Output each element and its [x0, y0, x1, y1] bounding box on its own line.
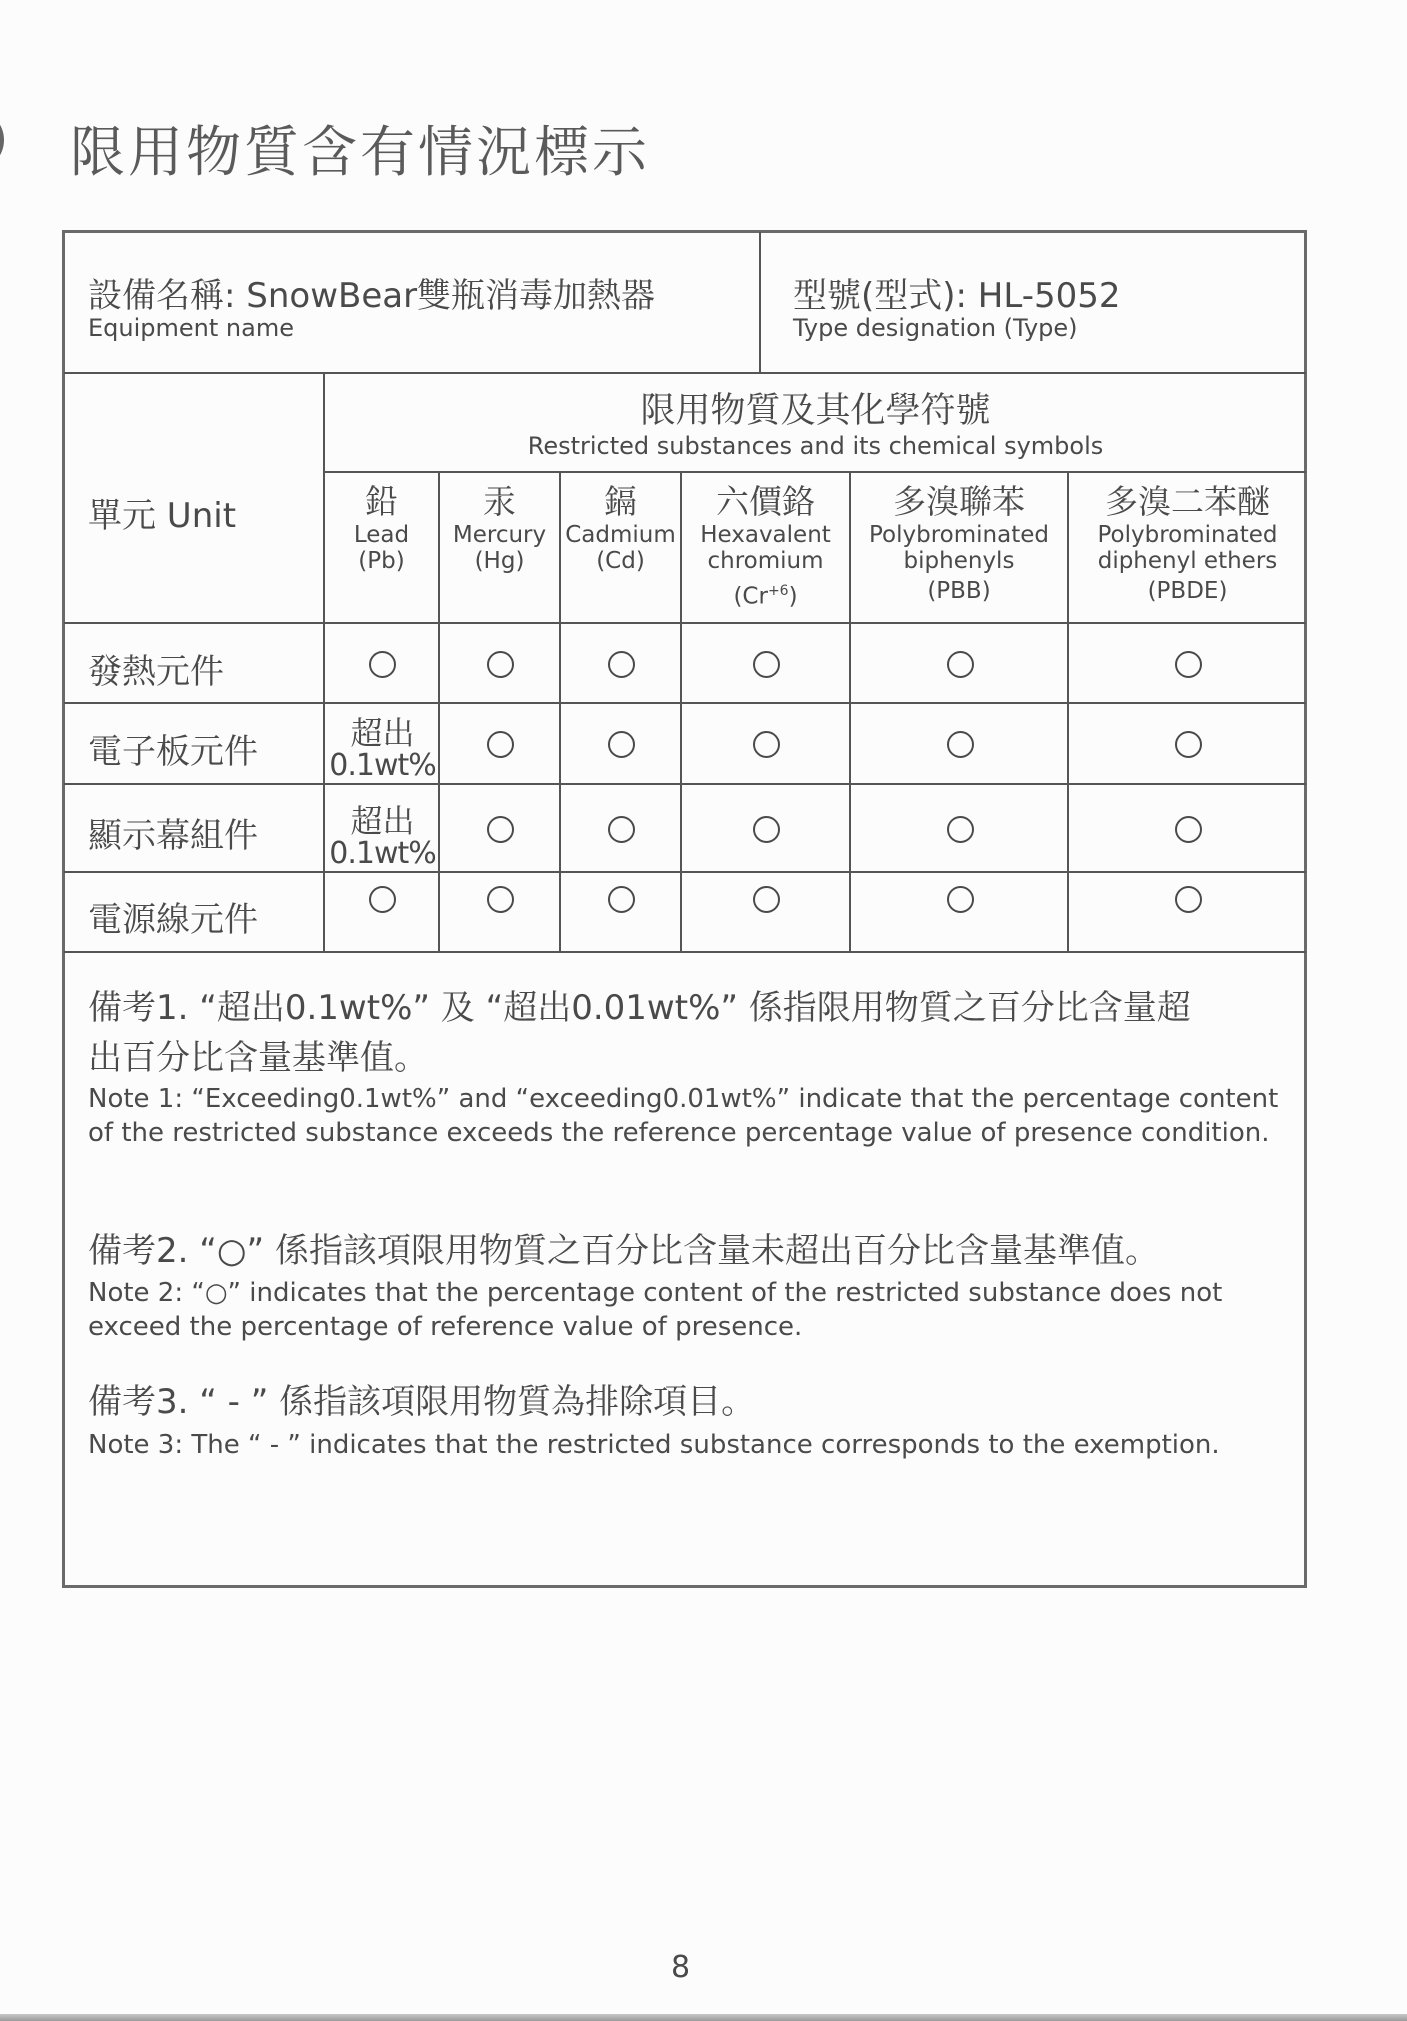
not-exceeding-circle-icon: [608, 886, 635, 913]
exceed-label-value: 0.1wt%: [329, 836, 436, 871]
substance-cn: 多溴二苯醚: [1105, 482, 1270, 521]
substances-header-cn: 限用物質及其化學符號: [640, 390, 991, 431]
table-cell: [562, 625, 681, 703]
not-exceeding-circle-icon: [487, 886, 514, 913]
substance-symbol: (PBB): [927, 578, 991, 604]
table-cell: [1070, 874, 1307, 952]
column-header-mercury: [440, 474, 559, 622]
note1-en: Note 1: “Exceeding0.1wt%” and “exceeding0.01wt%” indicate that the percentage content of the restricted substance exceeds the reference percentage value of presence condition.: [88, 1084, 1279, 1148]
substance-cn: 六價鉻: [716, 482, 815, 521]
table-cell: [852, 786, 1068, 872]
table-cell: [326, 625, 439, 703]
table-cell: [441, 705, 560, 784]
exceed-label-value: 0.1wt%: [329, 748, 436, 783]
note1-cn-line2: 出百分比含量基準值。: [88, 1038, 428, 1078]
substance-en: Lead: [353, 522, 410, 548]
note2-cn: 備考2. “○” 係指該項限用物質之百分比含量未超出百分比含量基準值。: [88, 1231, 1159, 1271]
column-header-cadmium: [561, 474, 680, 622]
page-number: 8: [671, 1950, 691, 1985]
table-cell: [683, 786, 850, 872]
table-cell: [326, 874, 439, 952]
not-exceeding-circle-icon: [487, 651, 514, 678]
not-exceeding-circle-icon: [369, 886, 396, 913]
edge-circle-mark: [0, 112, 4, 168]
not-exceeding-circle-icon: [608, 731, 635, 758]
not-exceeding-circle-icon: [1175, 886, 1202, 913]
row-line: [64, 622, 1306, 624]
table-cell: [326, 786, 439, 872]
column-header-pbb: [851, 474, 1067, 622]
substance-subheader-rule: [324, 471, 1306, 473]
table-cell: [683, 705, 850, 784]
not-exceeding-circle-icon: [947, 886, 974, 913]
substance-cn: 鉛: [365, 482, 398, 521]
row-label-heating-element: 發熱元件: [88, 652, 224, 692]
not-exceeding-circle-icon: [1175, 731, 1202, 758]
exceed-label-cn: 超出: [350, 714, 415, 752]
table-cell: [441, 874, 560, 952]
table-cell: [683, 625, 850, 703]
not-exceeding-circle-icon: [947, 816, 974, 843]
row-label-circuit-board: 電子板元件: [88, 732, 258, 772]
column-header-pbde: [1069, 474, 1306, 622]
column-header-hexavalent-chromium: [682, 474, 849, 622]
not-exceeding-circle-icon: [753, 886, 780, 913]
note2-en: Note 2: “○” indicates that the percentage content of the restricted substance does not exceed the percentage of reference value of presence.: [88, 1278, 1223, 1342]
note3-cn: 備考3. “ - ” 係指該項限用物質為排除項目。: [88, 1382, 756, 1422]
type-designation-en: Type designation (Type): [793, 314, 1078, 342]
substance-en: Mercury: [452, 522, 547, 548]
substance-symbol: (PBDE): [1147, 578, 1228, 604]
not-exceeding-circle-icon: [608, 651, 635, 678]
table-cell: [1070, 705, 1307, 784]
substance-symbol: (Hg): [474, 548, 525, 574]
not-exceeding-circle-icon: [753, 731, 780, 758]
not-exceeding-circle-icon: [487, 731, 514, 758]
header-divider: [759, 232, 761, 373]
substance-symbol: $(Cr^{+6})$: [733, 583, 798, 610]
not-exceeding-circle-icon: [1175, 816, 1202, 843]
equipment-name-en: Equipment name: [88, 314, 294, 342]
table-cell: [441, 625, 560, 703]
substance-cn: 汞: [483, 482, 516, 521]
scan-bottom-edge: [0, 2014, 1407, 2021]
not-exceeding-circle-icon: [947, 651, 974, 678]
note1-cn-line1: 備考1. “超出0.1wt%” 及 “超出0.01wt%” 係指限用物質之百分比含量超: [88, 988, 1191, 1028]
row-label-power-cord: 電源線元件: [88, 900, 258, 940]
not-exceeding-circle-icon: [753, 651, 780, 678]
unit-column-header: 單元 Unit: [88, 496, 237, 536]
table-cell: [852, 625, 1068, 703]
table-cell: [852, 874, 1068, 952]
substance-en: Polybrominated biphenyls: [869, 522, 1049, 574]
not-exceeding-circle-icon: [1175, 651, 1202, 678]
column-header-lead: [325, 474, 438, 622]
not-exceeding-circle-icon: [608, 816, 635, 843]
substance-en: Polybrominated diphenyl ethers: [1097, 522, 1278, 574]
table-cell: [562, 874, 681, 952]
type-designation-label: 型號(型式): HL-5052: [793, 276, 1121, 316]
substance-en: Cadmium: [565, 522, 676, 548]
row-label-display: 顯示幕組件: [88, 816, 258, 856]
not-exceeding-circle-icon: [947, 731, 974, 758]
note3-en: Note 3: The “ - ” indicates that the restricted substance corresponds to the exemption.: [88, 1430, 1220, 1460]
table-cell: [1070, 786, 1307, 872]
table-cell: [1070, 625, 1307, 703]
exceed-label-cn: 超出: [350, 802, 415, 840]
not-exceeding-circle-icon: [369, 651, 396, 678]
substances-header: [325, 376, 1306, 471]
substance-cn: 多溴聯苯: [893, 482, 1025, 521]
table-cell: [326, 705, 439, 784]
table-cell: [852, 705, 1068, 784]
not-exceeding-circle-icon: [487, 816, 514, 843]
substance-symbol: (Pb): [358, 548, 405, 574]
page-title: 限用物質含有情況標示: [70, 120, 651, 184]
substances-header-en: Restricted substances and its chemical symbols: [527, 431, 1104, 460]
substance-cn: 鎘: [604, 482, 637, 521]
table-cell: [562, 705, 681, 784]
table-cell: [683, 874, 850, 952]
header-bottom-rule: [64, 372, 1306, 374]
table-cell: [441, 786, 560, 872]
substance-symbol: (Cd): [596, 548, 645, 574]
equipment-name-label: 設備名稱: SnowBear雙瓶消毒加熱器: [88, 276, 656, 316]
not-exceeding-circle-icon: [753, 816, 780, 843]
substance-en: Hexavalent chromium: [700, 522, 831, 574]
table-cell: [562, 786, 681, 872]
